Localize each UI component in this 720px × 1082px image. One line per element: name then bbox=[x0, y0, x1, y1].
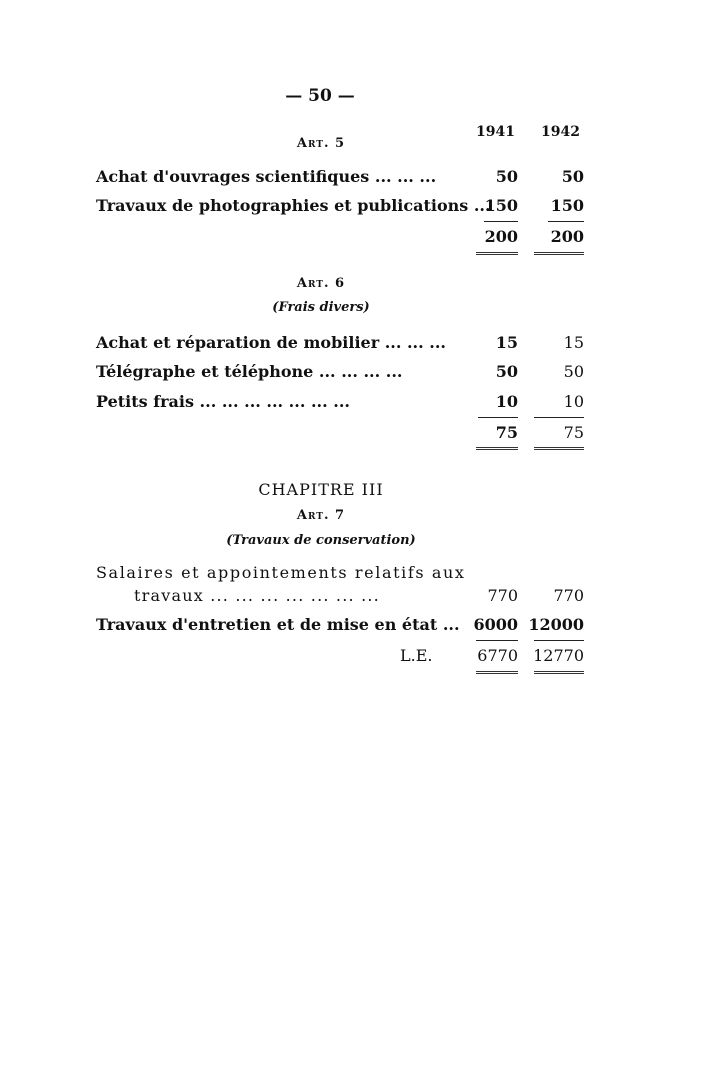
art5-row-value-1941: 50 bbox=[495, 167, 518, 186]
art6-heading: Art. 6 bbox=[296, 276, 346, 291]
grand-total-label: L.E. bbox=[400, 646, 433, 665]
subtotal-rule bbox=[478, 417, 518, 418]
art6-row-value-1942: 15 bbox=[563, 333, 584, 352]
art5-heading: Art. 5 bbox=[296, 136, 346, 151]
subtotal-rule bbox=[534, 640, 584, 641]
page-number: — 50 — bbox=[285, 86, 355, 106]
total-double-rule bbox=[476, 447, 518, 450]
art7-row-label-line2: travaux ... ... ... ... ... ... ... bbox=[134, 586, 380, 605]
column-header-1941: 1941 bbox=[476, 124, 515, 140]
art7-row-value-1942: 770 bbox=[553, 586, 584, 605]
art6-row-value-1941: 10 bbox=[495, 392, 518, 411]
art6-total-1941: 75 bbox=[495, 423, 518, 442]
art6-row-label: Achat et réparation de mobilier ... ... ... bbox=[96, 333, 446, 352]
subtotal-rule bbox=[548, 221, 584, 222]
art6-row-label: Petits frais ... ... ... ... ... ... ... bbox=[96, 392, 350, 411]
art7-heading: Art. 7 bbox=[296, 508, 346, 523]
column-header-1942: 1942 bbox=[541, 124, 580, 140]
art7-subheading: (Travaux de conservation) bbox=[226, 533, 416, 548]
total-double-rule bbox=[534, 671, 584, 674]
chapter-title: CHAPITRE III bbox=[258, 480, 384, 499]
art6-row-value-1941: 50 bbox=[495, 362, 518, 381]
art5-total-1942: 200 bbox=[550, 227, 584, 246]
art6-row-label: Télégraphe et téléphone ... ... ... ... bbox=[96, 362, 403, 381]
art5-row-label: Achat d'ouvrages scientifiques ... ... ... bbox=[96, 167, 437, 186]
art5-row-label: Travaux de photographies et publications ... bbox=[96, 196, 491, 215]
art6-row-value-1941: 15 bbox=[495, 333, 518, 352]
art6-row-value-1942: 10 bbox=[563, 392, 584, 411]
grand-total-1942: 12770 bbox=[533, 646, 584, 665]
subtotal-rule bbox=[484, 221, 518, 222]
art7-row-value-1941: 770 bbox=[487, 586, 518, 605]
art6-subheading: (Frais divers) bbox=[272, 300, 370, 315]
art7-row-value-1942: 12000 bbox=[528, 615, 584, 634]
total-double-rule bbox=[534, 447, 584, 450]
art7-row-label-line1: Salaires et appointements relatifs aux bbox=[96, 563, 466, 582]
art7-row-value-1941: 6000 bbox=[473, 615, 518, 634]
grand-total-1941: 6770 bbox=[477, 646, 518, 665]
subtotal-rule bbox=[534, 417, 584, 418]
art6-total-1942: 75 bbox=[563, 423, 584, 442]
art5-row-value-1942: 150 bbox=[550, 196, 584, 215]
art6-row-value-1942: 50 bbox=[563, 362, 584, 381]
art5-row-value-1941: 150 bbox=[484, 196, 518, 215]
total-double-rule bbox=[476, 671, 518, 674]
art5-total-1941: 200 bbox=[484, 227, 518, 246]
subtotal-rule bbox=[476, 640, 518, 641]
total-double-rule bbox=[534, 252, 584, 255]
total-double-rule bbox=[476, 252, 518, 255]
art5-row-value-1942: 50 bbox=[561, 167, 584, 186]
art7-row-label: Travaux d'entretien et de mise en état ... bbox=[96, 615, 460, 634]
